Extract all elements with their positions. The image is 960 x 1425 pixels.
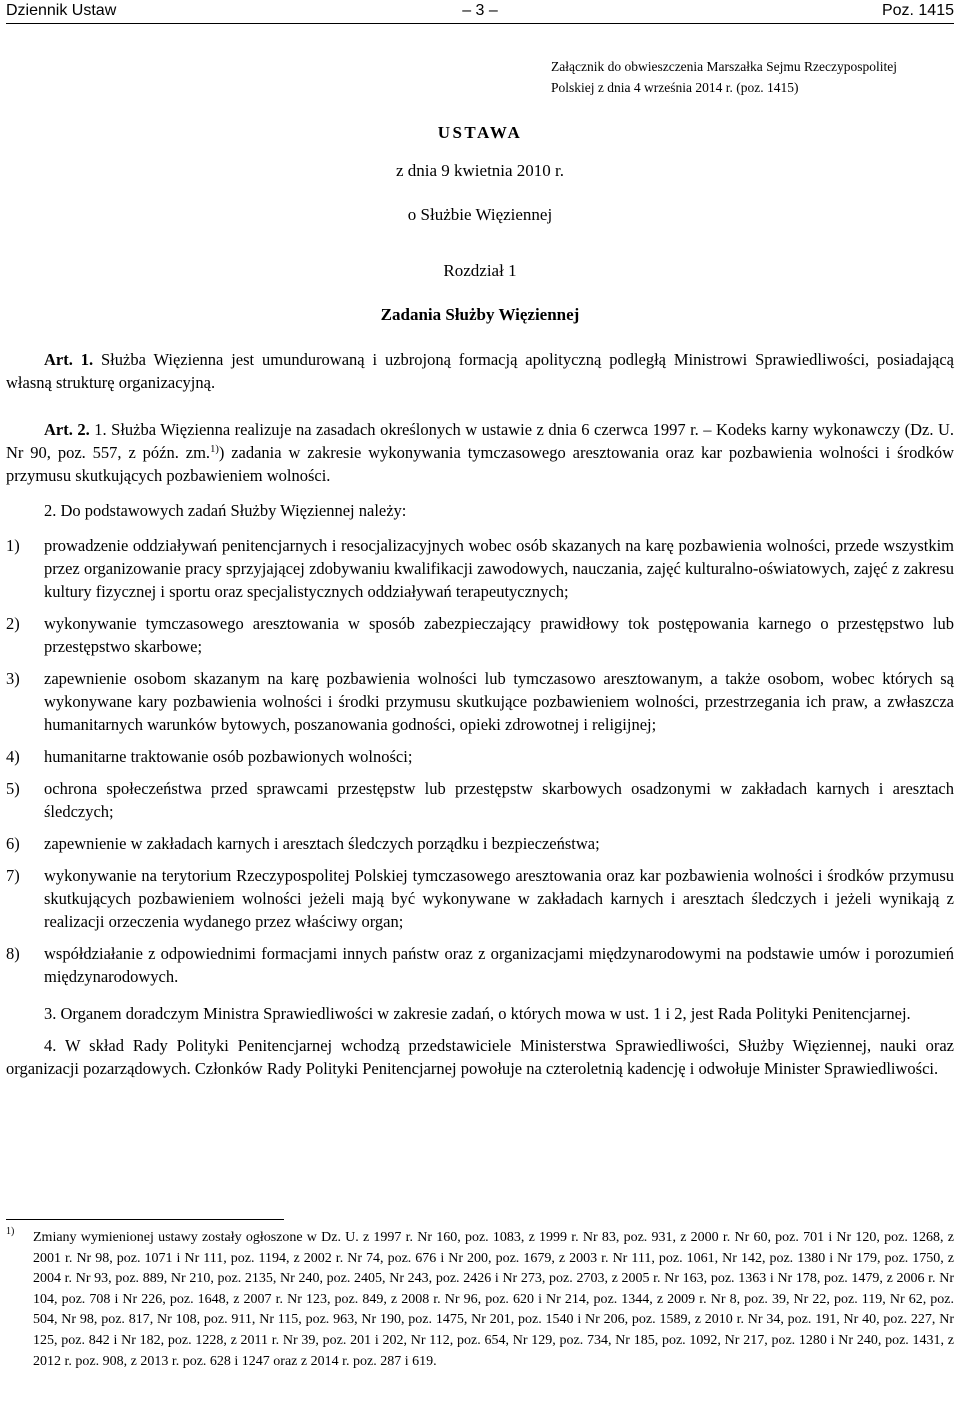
list-item-number: 8) bbox=[6, 944, 20, 963]
list-item bbox=[6, 612, 954, 658]
list-item-number: 1) bbox=[6, 536, 20, 555]
header-rule bbox=[6, 23, 954, 24]
article-2-label: Art. 2. bbox=[44, 420, 90, 439]
footnote-reference: 1) bbox=[210, 444, 219, 455]
list-item bbox=[6, 667, 954, 736]
footnote-mark: 1) bbox=[6, 1226, 15, 1237]
article-2-paragraph-1 bbox=[6, 418, 954, 487]
chapter-number: Rozdział 1 bbox=[443, 261, 517, 280]
list-item bbox=[6, 864, 954, 933]
list-item-number: 5) bbox=[6, 779, 20, 798]
article-1 bbox=[6, 348, 954, 394]
list-item-text: ochrona społeczeństwa przed sprawcami przestępstw lub przestępstw skarbowych osadzonymi w zakładach karnych i aresztach śledczych; bbox=[44, 779, 954, 821]
list-item bbox=[6, 745, 954, 768]
article-2-paragraph-3: 3. Organem doradczym Ministra Sprawiedliwości w zakresie zadań, o których mowa w ust. 1 i 2, jest Rada Polityki Penitencjarnej. bbox=[44, 1004, 911, 1023]
act-title: USTAWA bbox=[437, 123, 523, 142]
annex-line-2: Polskiej z dnia 4 września 2014 r. (poz. 1415) bbox=[551, 80, 799, 95]
chapter-title: Zadania Służby Więziennej bbox=[380, 305, 580, 324]
running-header bbox=[6, 0, 954, 22]
list-item-number: 3) bbox=[6, 669, 20, 688]
list-item-number: 2) bbox=[6, 614, 20, 633]
article-1-label: Art. 1. bbox=[44, 350, 94, 369]
article-2-p1-lead: 1. Służba Więzienna realizuje na zasadach określonych w ustawie z dnia 6 czerwca 1997 r. – Kodeks karny wykonawczy (Dz. U. Nr 90, poz. 557, z późn. zm. bbox=[6, 420, 955, 462]
list-item bbox=[6, 534, 954, 603]
annex-line-1: Załącznik do obwieszczenia Marszałka Sejmu Rzeczypospolitej bbox=[551, 59, 897, 74]
list-item-text: współdziałanie z odpowiednimi formacjami innych państw oraz z organizacjami międzynarodowymi na podstawie umów i porozumień międzynarodowych. bbox=[44, 944, 954, 986]
list-item-number: 4) bbox=[6, 747, 20, 766]
act-subject: o Służbie Więziennej bbox=[407, 205, 553, 224]
list-item-text: prowadzenie oddziaływań penitencjarnych i resocjalizacyjnych wobec osób skazanych na karę pozbawienia wolności, przede wszystkim przez organizowanie pracy sprzyjającej zdobywaniu kwalifikacji zawodowych, nauczania, zajęć kulturalno-oświatowych, zajęć z zakresu kultury fizycznej i sportu oraz specjalistycznych oddziaływań terapeutycznych; bbox=[44, 536, 954, 601]
list-item-number: 6) bbox=[6, 834, 20, 853]
footnote bbox=[6, 1228, 954, 1372]
footnote-rule bbox=[6, 1219, 284, 1220]
list-item bbox=[6, 942, 954, 988]
list-item bbox=[6, 777, 954, 823]
task-list bbox=[6, 534, 954, 988]
list-item-text: wykonywanie na terytorium Rzeczypospolitej Polskiej tymczasowego aresztowania oraz kar pozbawienia wolności i środków przymusu skutkujących pozbawieniem wolności jeżeli mają być wykonywane w zakładach karnych i aresztach śledczych i jeżeli wynikają z realizacji orzeczenia wydanego przez właściwy organ; bbox=[44, 866, 954, 931]
article-2-p1-tail: ) zadania w zakresie wykonywania tymczasowego aresztowania oraz kar pozbawienia wolności i środków przymusu skutkujących pozbawieniem wolności. bbox=[6, 443, 954, 485]
list-item-text: humanitarne traktowanie osób pozbawionych wolności; bbox=[44, 747, 413, 766]
act-date: z dnia 9 kwietnia 2010 r. bbox=[395, 161, 565, 180]
list-item-text: wykonywanie tymczasowego aresztowania w sposób zabezpieczający prawidłowy tok postępowania karnego o przestępstwo lub przestępstwo skarbowe; bbox=[44, 614, 954, 656]
footnote-text: Zmiany wymienionej ustawy zostały ogłoszone w Dz. U. z 1997 r. Nr 160, poz. 1083, z 1999 r. Nr 83, poz. 931, z 2000 r. Nr 60, poz. 701 i Nr 120, poz. 1268, z 2001 r. Nr 98, poz. 1071 i Nr 111, poz. 1194, z 2002 r. Nr 74, poz. 676 i Nr 200, poz. 1679, z 2003 r. Nr 111, poz. 1061, Nr 142, poz. 1380 i Nr 179, poz. 1750, z 2004 r. Nr 93, poz. 889, Nr 210, poz. 2135, Nr 240, poz. 2405, Nr 243, poz. 2426 i Nr 273, poz. 2703, z 2005 r. Nr 163, poz. 1363 i Nr 178, poz. 1479, z 2006 r. Nr 104, poz. 708 i Nr 226, poz. 1648, z 2007 r. Nr 123, poz. 849, z 2008 r. Nr 96, poz. 620 i Nr 214, poz. 1344, z 2009 r. Nr 8, poz. 39, Nr 22, poz. 119, Nr 62, poz. 504, Nr 98, poz. 817, Nr 108, poz. 911, Nr 115, poz. 963, Nr 190, poz. 1475, Nr 201, poz. 1540 i Nr 206, poz. 1589, z 2010 r. Nr 34, poz. 191, Nr 40, poz. 227, Nr 125, poz. 842 i Nr 182, poz. 1228, z 2011 r. Nr 39, poz. 201 i 202, Nr 112, poz. 654, Nr 129, poz. 734, Nr 185, poz. 1092, Nr 217, poz. 1280 i Nr 240, poz. 1431, z 2012 r. poz. 908, z 2013 r. poz. 628 i 1247 oraz z 2014 r. poz. 287 i 619. bbox=[33, 1230, 954, 1369]
act-body bbox=[6, 348, 954, 1080]
journal-name: Dziennik Ustaw bbox=[6, 2, 117, 19]
article-1-text: Służba Więzienna jest umundurowaną i uzbrojoną formacją apolityczną podległą Ministrowi Sprawiedliwości, posiadającą własną strukturę organizacyjną. bbox=[6, 350, 955, 392]
list-item-text: zapewnienie osobom skazanym na karę pozbawienia wolności lub tymczasowo aresztowanym, a także osobom, wobec których są wykonywane kary pozbawienia wolności i środki przymusu skutkujące pozbawieniem wolności, przestrzegania ich praw, a zwłaszcza humanitarnych warunków bytowych, poszanowania godności, opieki zdrowotnej i religijnej; bbox=[44, 669, 954, 734]
annex-note bbox=[551, 56, 951, 98]
list-item bbox=[6, 832, 954, 855]
article-2-paragraph-4: 4. W skład Rady Polityki Penitencjarnej wchodzą przedstawiciele Ministerstwa Sprawiedliwości, Służby Więziennej, nauki oraz organizacji pozarządowych. Członków Rady Polityki Penitencjarnej powołuje na czteroletnią kadencję i odwołuje Minister Sprawiedliwości. bbox=[6, 1036, 954, 1078]
article-2-paragraph-2: 2. Do podstawowych zadań Służby Więziennej należy: bbox=[44, 501, 407, 520]
list-item-number: 7) bbox=[6, 866, 20, 885]
position-number: Poz. 1415 bbox=[881, 2, 954, 19]
list-item-text: zapewnienie w zakładach karnych i aresztach śledczych porządku i bezpieczeństwa; bbox=[44, 834, 600, 853]
page-number: – 3 – bbox=[462, 2, 498, 19]
